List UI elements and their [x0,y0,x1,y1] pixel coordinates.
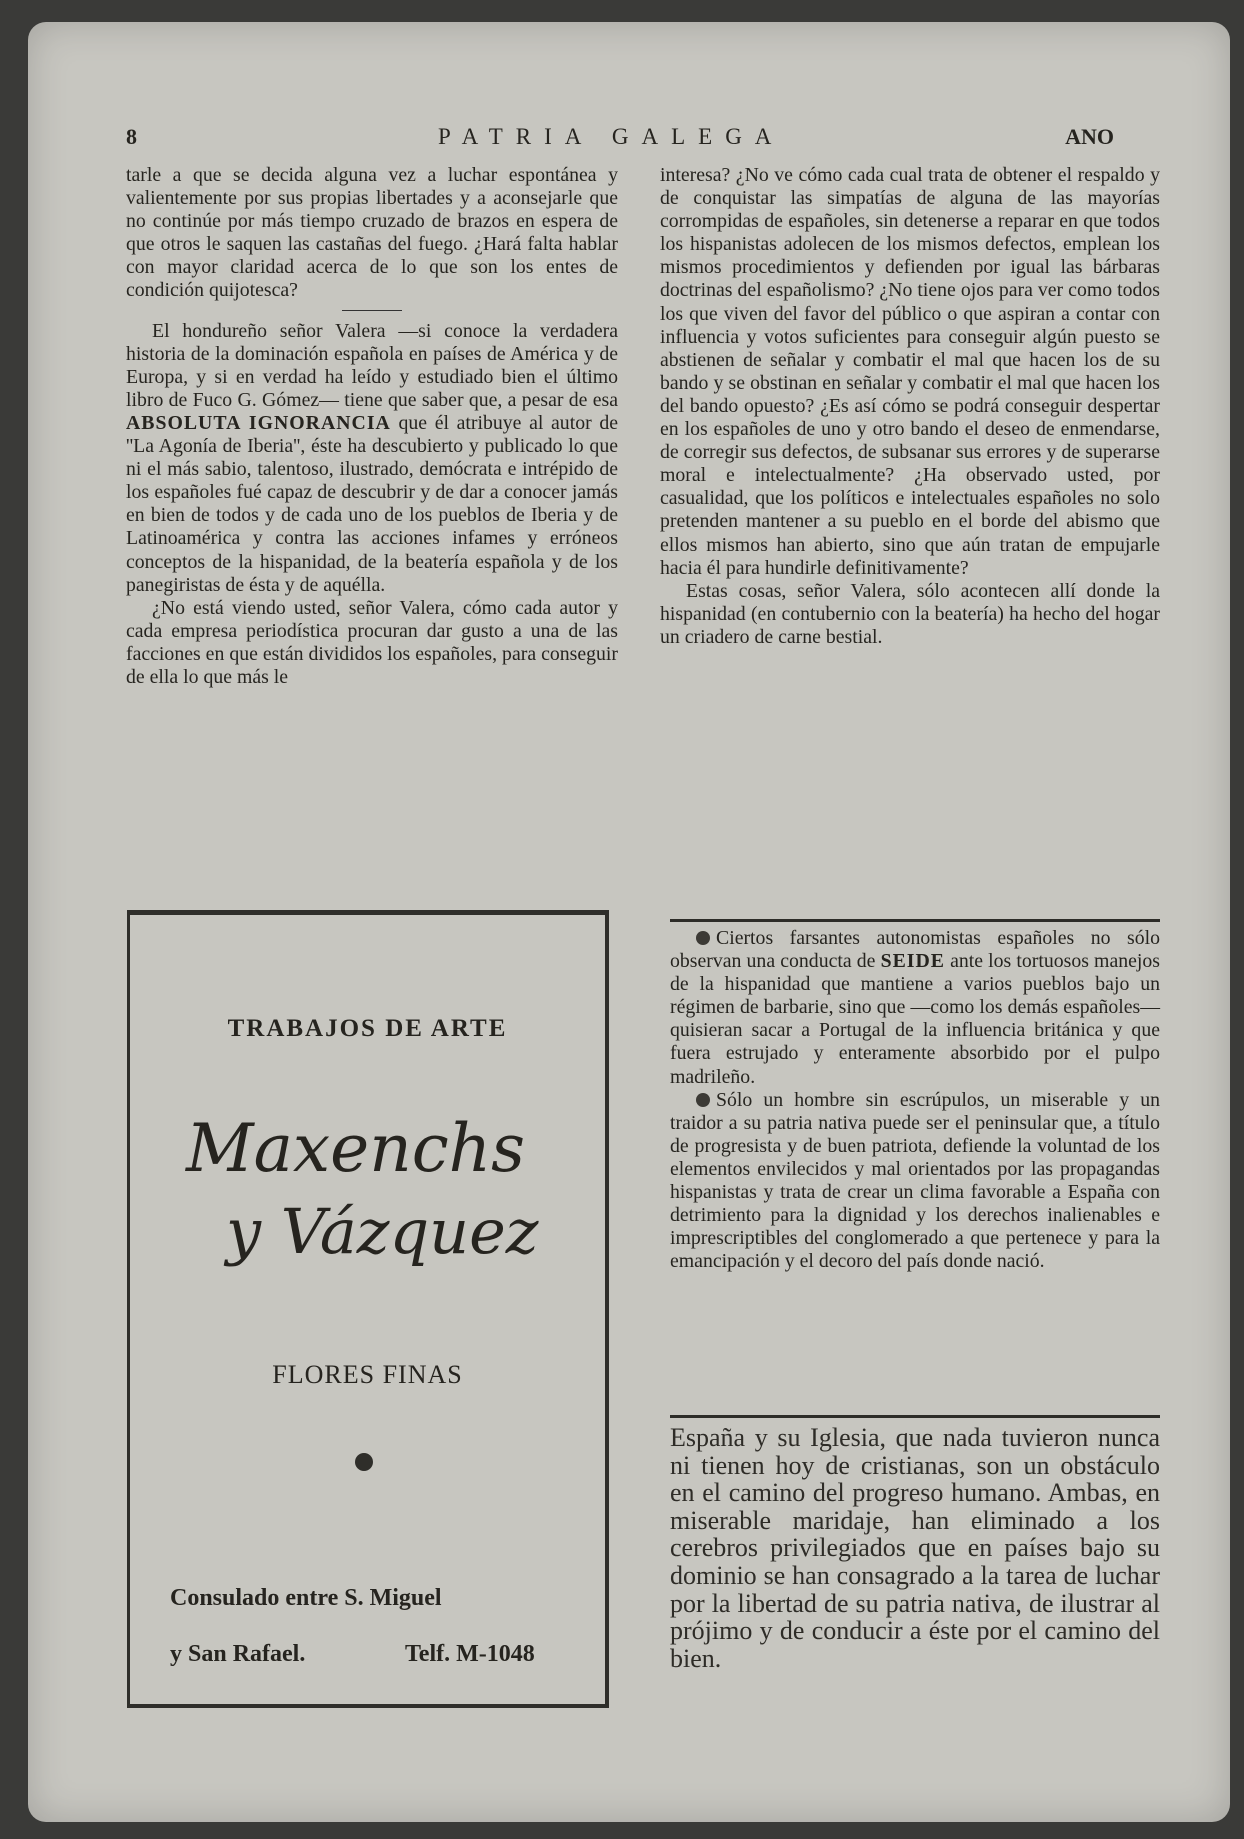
ad-title: TRABAJOS DE ARTE [227,1015,508,1042]
bullet-icon [696,931,710,945]
newspaper-page [28,22,1230,1822]
right-column [660,164,1160,649]
left-paragraph-3: ¿No está viendo usted, señor Valera, cómo cada autor y cada empresa periodística procuran dar gusto a una de las facciones en que están divididos los españoles, para conseguir de ella lo que más le [126,596,618,688]
right-paragraph-2: Estas cosas, señor Valera, sólo acontecen allí donde la hispanidad (en contubernio con la beatería) ha hecho del hogar un criadero de carne bestial. [660,579,1160,648]
ad-dot-icon [355,1453,373,1471]
note-1-part-b: ante los tortuosos manejos de la hispanidad que mantiene a varios pueblos bajo un régimen de barbarie, sino que —como los demás españoles— quisieran sacar a Portugal de la influencia británica y que fuera estrujado y enteramente absorbido por el pulpo madrileño. [670,950,1160,1088]
note-2-text: Sólo un hombre sin escrúpulos, un miserable y un traidor a su patria nativa puede ser el peninsular que, a título de progresista y de buen patriota, defiende la voluntad de los elementos envilecidos y mal orientados por las propagandas hispanistas y trata de crear un clima favorable a España con detrimiento para la dignidad y los derechos inalienables e imprescriptibles del conglomerado a que pertenece y para la emancipación y el decoro del país donde nació. [670,1088,1160,1273]
section-divider [670,919,1160,922]
left-paragraph-2 [126,320,618,597]
left-paragraph-2-part-a: El hondureño señor Valera —si conoce la verdadera historia de la dominación española en países de América y de Europa, y si en verdad ha leído y estudiado bien el último libro de Fuco G. Gómez— tiene que saber que, a pesar de esa [126,319,618,411]
note-2 [670,1089,1160,1274]
ad-name-line-1: Maxenchs [186,1110,526,1187]
ad-address-line-2: y San Rafael. [170,1641,306,1667]
ad-name-line-2: y Vázquez [226,1195,539,1268]
notes-block [670,927,1160,1273]
left-paragraph-2-emphasis: ABSOLUTA IGNORANCIA [126,411,391,434]
bullet-icon [696,1093,710,1107]
left-paragraph-2-part-b: que él atribuye al autor de ''La Agonía de Iberia'', éste ha descubierto y publicado lo que ni el más sabio, talentoso, ilustrado, demócrata e intrépido de los españoles fué capaz de descubrir y de dar a conocer jamás en bien de todos y de cada uno de los pueblos de Iberia y de Latinoamérica y contra las acciones infames y erróneos conceptos de la hispanidad, de la beatería española y de los panegiristas de ésta y de aquélla. [126,411,618,596]
publication-title: PATRIA GALEGA [438,124,785,149]
short-divider [342,310,402,311]
ad-phone: Telf. M-1048 [405,1641,535,1667]
ad-address-line-1: Consulado entre S. Miguel [170,1585,442,1611]
left-paragraph-1: tarle a que se decida alguna vez a luchar espontánea y valientemente por sus propias libertades y a aconsejarle que no continúe por más tiempo cruzado de brazos en espera de que otros le saquen las castañas del fuego. ¿Hará falta hablar con mayor claridad acerca de lo que son los entes de condición quijotesca? [126,164,618,302]
section-divider [670,1415,1160,1418]
right-paragraph-1: interesa? ¿No ve cómo cada cual trata de obtener el respaldo y de conquistar las simpatías de alguna de las mayorías corrompidas de españoles, sin detenerse a reparar en que todos los hispanistas adolecen de los mismos defectos, emplean los mismos procedimientos y defienden por igual las bárbaras doctrinas del españolismo? ¿No tiene ojos para ver como todos los que viven del favor del público o que aspiran a contar con influencia y votos suficientes para conseguir algún puesto se abstienen de señalar y combatir el mal que hacen los de su bando y se obstinan en señalar y combatir el mal que hacen los del bando opuesto? ¿Es así cómo se podrá conseguir despertar en los españoles de uno y otro bando el deseo de enmendarse, de corregir sus defectos, de subsanar sus errores y de superarse moral e intelectualmente? ¿Ha observado usted, por casualidad, que los políticos e intelectuales españoles no solo pretenden mantener a su pueblo en el borde del abismo que ellos mismos han abierto, sino que aún tratan de empujarle hacia él para hundirle definitivamente? [660,164,1160,579]
note-1 [670,927,1160,1089]
ad-subtitle: FLORES FINAS [272,1360,463,1389]
closing-paragraph: España y su Iglesia, que nada tuvieron nunca ni tienen hoy de cristianas, son un obstáculo en el camino del progreso humano. Ambas, en miserable maridaje, han eliminado a los cerebros privilegiados que en países bajo su dominio se han consagrado a la tarea de luchar por la libertad de su patria nativa, de ilustrar al prójimo y de conducir a éste por el camino del bien. [670,1423,1160,1673]
note-1-part-a: Ciertos farsantes autonomistas españoles no sólo observan una conducta de [670,927,1160,973]
year-label: ANO [1065,124,1114,149]
note-1-emphasis: SEIDE [880,950,945,973]
page-number: 8 [126,124,137,149]
left-column [126,164,618,689]
advertisement-box [127,910,609,1708]
